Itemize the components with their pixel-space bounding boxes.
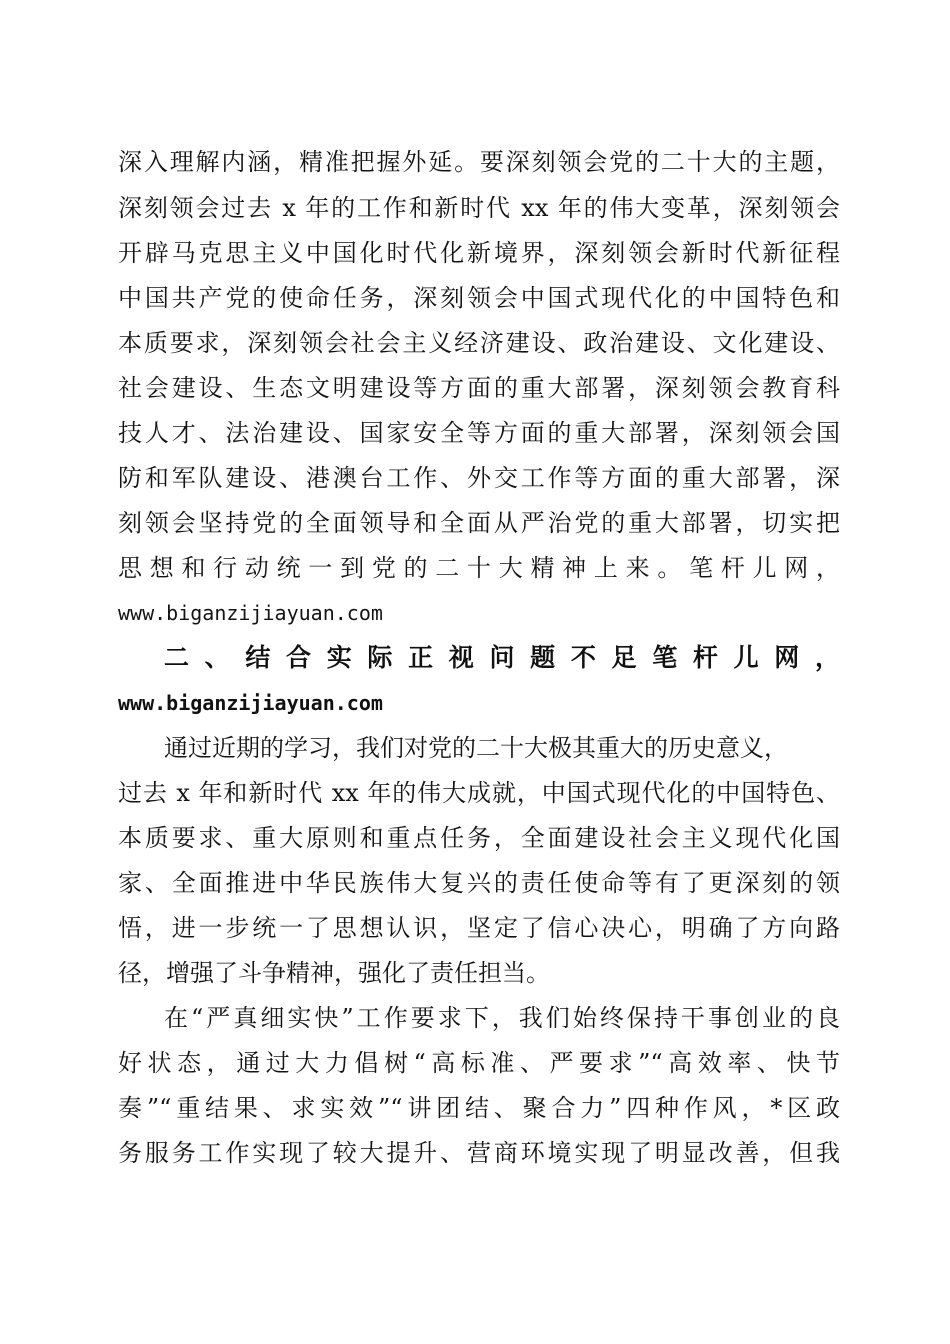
- paragraph-3-line-2: 好状态，通过大力倡树“高标准、严要求”“高效率、快节: [118, 1049, 840, 1077]
- paragraph-3-line-3: 奏”“重结果、求实效”“讲团结、聚合力”四种作风，*区政: [118, 1094, 840, 1122]
- paragraph-2-line-5: 悟，进一步统一了思想认识，坚定了信心决心，明确了方向路: [118, 914, 840, 942]
- paragraph-2-line-1: 通过近期的学习，我们对党的二十大极其重大的历史意义，: [164, 734, 788, 762]
- paragraph-1-line-5: 本质要求，深刻领会社会主义经济建设、政治建设、文化建设、: [118, 329, 840, 357]
- paragraph-2-line-4: 家、全面推进中华民族伟大复兴的责任使命等有了更深刻的领: [118, 869, 840, 897]
- section-heading-url: www.biganzijiayuan.com: [118, 691, 383, 715]
- paragraph-1-line-3: 开辟马克思主义中国化时代化新境界，深刻领会新时代新征程: [118, 239, 840, 267]
- paragraph-2-line-6: 径，增强了斗争精神，强化了责任担当。: [118, 959, 550, 987]
- paragraph-1-line-10: 思想和行动统一到党的二十大精神上来。笔杆儿网，: [118, 554, 840, 582]
- paragraph-1-line-2: 深刻领会过去 x 年的工作和新时代 xx 年的伟大变革，深刻领会: [118, 194, 840, 222]
- paragraph-1-url: www.biganzijiayuan.com: [118, 601, 383, 625]
- section-heading: 二、结合实际正视问题不足笔杆儿网，: [164, 643, 840, 672]
- paragraph-1-line-6: 社会建设、生态文明建设等方面的重大部署，深刻领会教育科: [118, 374, 840, 402]
- paragraph-1-line-8: 防和军队建设、港澳台工作、外交工作等方面的重大部署，深: [118, 464, 840, 492]
- paragraph-3-line-4: 务服务工作实现了较大提升、营商环境实现了明显改善，但我: [118, 1139, 840, 1167]
- paragraph-2-line-3: 本质要求、重大原则和重点任务，全面建设社会主义现代化国: [118, 824, 840, 852]
- paragraph-1-line-9: 刻领会坚持党的全面领导和全面从严治党的重大部署，切实把: [118, 509, 840, 537]
- paragraph-1-line-7: 技人才、法治建设、国家安全等方面的重大部署，深刻领会国: [118, 419, 840, 447]
- paragraph-1-line-1: 深入理解内涵，精准把握外延。要深刻领会党的二十大的主题，: [118, 148, 840, 176]
- paragraph-3-line-1: 在“严真细实快”工作要求下，我们始终保持干事创业的良: [164, 1004, 840, 1032]
- paragraph-1-line-4: 中国共产党的使命任务，深刻领会中国式现代化的中国特色和: [118, 284, 840, 312]
- paragraph-2-line-2: 过去 x 年和新时代 xx 年的伟大成就，中国式现代化的中国特色、: [118, 779, 840, 807]
